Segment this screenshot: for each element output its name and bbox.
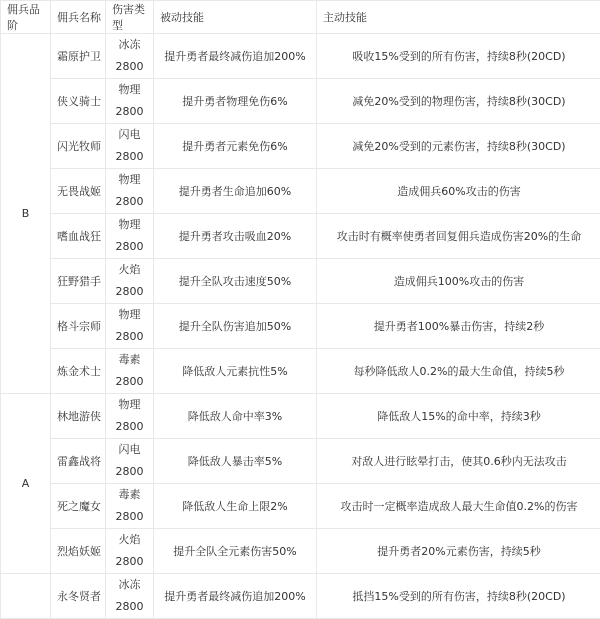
- power-value: 2800: [106, 101, 153, 123]
- table-row: [1, 484, 600, 529]
- active-skill: 吸收15%受到的所有伤害，持续8秒(20CD): [317, 34, 600, 79]
- header-name: 佣兵名称: [51, 1, 106, 34]
- mercenary-name: 永冬贤者: [51, 574, 106, 619]
- damage-type-cell: [106, 574, 154, 619]
- damage-type-cell: [106, 169, 154, 214]
- power-value: 2800: [106, 56, 153, 78]
- power-value: 2800: [106, 281, 153, 303]
- table-body: [1, 34, 600, 619]
- table-row: [1, 259, 600, 304]
- damage-type: 物理: [106, 169, 153, 191]
- passive-skill: 提升勇者生命追加60%: [154, 169, 317, 214]
- mercenary-name: 林地游侠: [51, 394, 106, 439]
- damage-type-cell: [106, 34, 154, 79]
- passive-skill: 降低敌人生命上限2%: [154, 484, 317, 529]
- grade-cell: [1, 574, 51, 619]
- power-value: 2800: [106, 506, 153, 528]
- passive-skill: 提升全队全元素伤害50%: [154, 529, 317, 574]
- damage-type-cell: [106, 259, 154, 304]
- passive-skill: 提升勇者元素免伤6%: [154, 124, 317, 169]
- damage-type-cell: [106, 484, 154, 529]
- damage-type: 火焰: [106, 259, 153, 281]
- header-active-skill: 主动技能: [317, 1, 600, 34]
- mercenary-name: 烈焰妖姬: [51, 529, 106, 574]
- damage-type: 毒素: [106, 484, 153, 506]
- mercenary-name: 霜原护卫: [51, 34, 106, 79]
- mercenary-name: 侠义骑士: [51, 79, 106, 124]
- grade-cell: A: [1, 394, 51, 574]
- power-value: 2800: [106, 416, 153, 438]
- header-passive-skill: 被动技能: [154, 1, 317, 34]
- damage-type-cell: [106, 124, 154, 169]
- table-row: [1, 394, 600, 439]
- damage-type-cell: [106, 394, 154, 439]
- damage-type: 冰冻: [106, 574, 153, 596]
- mercenary-name: 无畏战姬: [51, 169, 106, 214]
- mercenary-name: 嗜血战狂: [51, 214, 106, 259]
- table-row: [1, 529, 600, 574]
- passive-skill: 提升勇者最终减伤追加200%: [154, 34, 317, 79]
- power-value: 2800: [106, 326, 153, 348]
- active-skill: 对敌人进行眩晕打击，使其0.6秒内无法攻击: [317, 439, 600, 484]
- power-value: 2800: [106, 371, 153, 393]
- passive-skill: 降低敌人暴击率5%: [154, 439, 317, 484]
- damage-type-cell: [106, 304, 154, 349]
- table-row: [1, 574, 600, 619]
- mercenary-name: 雷鑫战将: [51, 439, 106, 484]
- active-skill: 造成佣兵60%攻击的伤害: [317, 169, 600, 214]
- header-damage-type: 伤害类型: [106, 1, 154, 34]
- damage-type: 闪电: [106, 439, 153, 461]
- power-value: 2800: [106, 236, 153, 258]
- damage-type: 物理: [106, 304, 153, 326]
- table-row: [1, 349, 600, 394]
- damage-type: 毒素: [106, 349, 153, 371]
- passive-skill: 提升全队攻击速度50%: [154, 259, 317, 304]
- active-skill: 攻击时一定概率造成敌人最大生命值0.2%的伤害: [317, 484, 600, 529]
- active-skill: 减免20%受到的元素伤害，持续8秒(30CD): [317, 124, 600, 169]
- mercenary-name: 炼金术士: [51, 349, 106, 394]
- damage-type: 物理: [106, 394, 153, 416]
- table-row: [1, 214, 600, 259]
- damage-type: 冰冻: [106, 34, 153, 56]
- damage-type: 物理: [106, 214, 153, 236]
- header-grade: 佣兵品阶: [1, 1, 51, 34]
- active-skill: 减免20%受到的物理伤害，持续8秒(30CD): [317, 79, 600, 124]
- table-row: [1, 124, 600, 169]
- passive-skill: 提升全队伤害追加50%: [154, 304, 317, 349]
- active-skill: 提升勇者100%暴击伤害，持续2秒: [317, 304, 600, 349]
- active-skill: 攻击时有概率使勇者回复佣兵造成伤害20%的生命: [317, 214, 600, 259]
- table-row: [1, 439, 600, 484]
- grade-cell: B: [1, 34, 51, 394]
- table-row: [1, 79, 600, 124]
- power-value: 2800: [106, 551, 153, 573]
- passive-skill: 提升勇者最终减伤追加200%: [154, 574, 317, 619]
- table-row: [1, 169, 600, 214]
- damage-type: 物理: [106, 79, 153, 101]
- passive-skill: 提升勇者物理免伤6%: [154, 79, 317, 124]
- active-skill: 降低敌人15%的命中率，持续3秒: [317, 394, 600, 439]
- power-value: 2800: [106, 596, 153, 618]
- mercenary-name: 狂野猎手: [51, 259, 106, 304]
- passive-skill: 提升勇者攻击吸血20%: [154, 214, 317, 259]
- mercenary-name: 死之魔女: [51, 484, 106, 529]
- table-row: [1, 34, 600, 79]
- header-row: [1, 1, 600, 34]
- active-skill: 每秒降低敌人0.2%的最大生命值，持续5秒: [317, 349, 600, 394]
- passive-skill: 降低敌人命中率3%: [154, 394, 317, 439]
- damage-type-cell: [106, 529, 154, 574]
- active-skill: 提升勇者20%元素伤害，持续5秒: [317, 529, 600, 574]
- active-skill: 抵挡15%受到的所有伤害，持续8秒(20CD): [317, 574, 600, 619]
- damage-type-cell: [106, 439, 154, 484]
- active-skill: 造成佣兵100%攻击的伤害: [317, 259, 600, 304]
- damage-type-cell: [106, 79, 154, 124]
- mercenary-name: 闪光牧师: [51, 124, 106, 169]
- power-value: 2800: [106, 191, 153, 213]
- mercenary-name: 格斗宗师: [51, 304, 106, 349]
- table-row: [1, 304, 600, 349]
- passive-skill: 降低敌人元素抗性5%: [154, 349, 317, 394]
- power-value: 2800: [106, 146, 153, 168]
- damage-type-cell: [106, 214, 154, 259]
- damage-type-cell: [106, 349, 154, 394]
- damage-type: 火焰: [106, 529, 153, 551]
- damage-type: 闪电: [106, 124, 153, 146]
- power-value: 2800: [106, 461, 153, 483]
